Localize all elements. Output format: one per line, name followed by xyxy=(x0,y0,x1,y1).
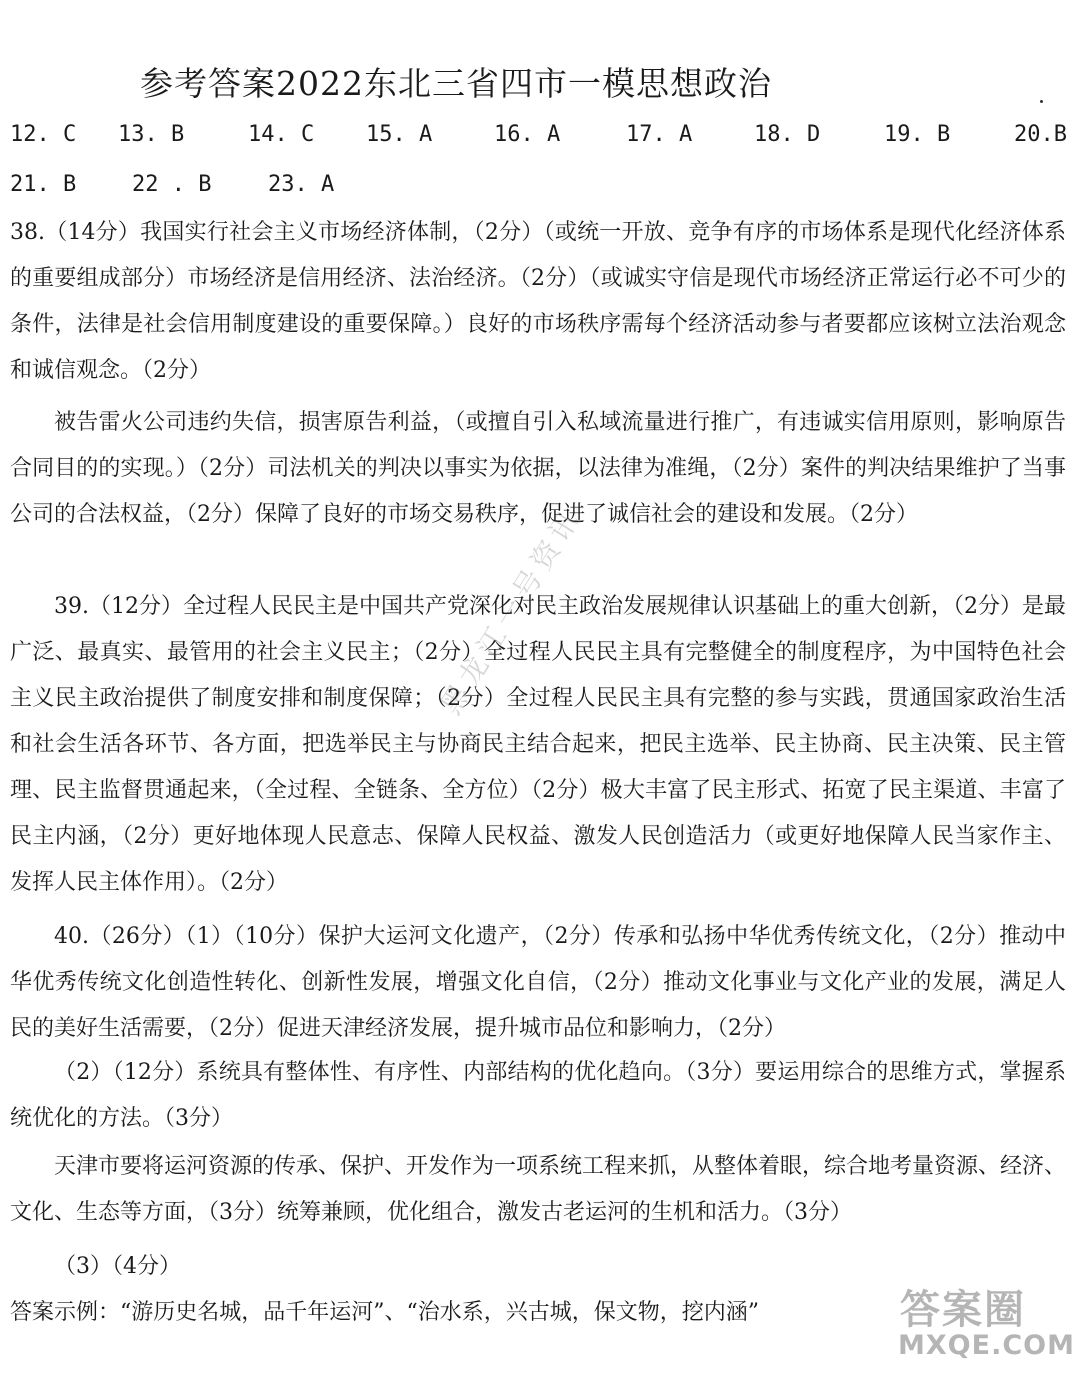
diagonal-watermark: 黑龙江一号资讯 xyxy=(434,500,589,721)
answer-item: 15. A xyxy=(366,122,433,147)
answer-40-example: 答案示例：“游历史名城，品千年运河”、“治水系，兴古城，保文物，挖内涵” xyxy=(10,1300,759,1325)
answer-item: 20.B xyxy=(1014,122,1067,147)
answer-item: 12. C xyxy=(10,122,77,147)
answer-item: 23. A xyxy=(268,172,335,197)
answer-item: 16. A xyxy=(494,122,561,147)
answer-40-part3: （3）（4分） xyxy=(54,1254,181,1279)
answer-40-part2-detail: 天津市要将运河资源的传承、保护、开发作为一项系统工程来抓，从整体着眼，综合地考量资源、经济、文化、生态等方面，（3分）统筹兼顾，优化组合，激发古老运河的生机和活力。（3分） xyxy=(10,1154,1067,1225)
answer-40-part2: （2）（12分）系统具有整体性、有序性、内部结构的优化趋向。（3分）要运用综合的思维方式，掌握系统优化的方法。（3分） xyxy=(10,1060,1066,1131)
answers-row-2 xyxy=(0,172,1080,208)
answer-item: 17. A xyxy=(626,122,693,147)
stray-dot xyxy=(1040,100,1043,103)
logo-url: MXQE.COM xyxy=(898,1330,1075,1361)
answer-40-part1: 40.（26分）（1）（10分）保护大运河文化遗产，（2分）传承和弘扬中华优秀传统文化，（2分）推动中华优秀传统文化创造性转化、创新性发展，增强文化自信，（2分）推动文化事业与文化产业的发展，满足人民的美好生活需要，（2分）促进天津经济发展，提升城市品位和影响力，（2分） xyxy=(10,924,1066,1041)
answer-38-part1: 38.（14分）我国实行社会主义市场经济体制，（2分）（或统一开放、竞争有序的市场体系是现代化经济体系的重要组成部分）市场经济是信用经济、法治经济。（2分）（或诚实守信是现代市场经济正常运行必不可少的条件，法律是社会信用制度建设的重要保障。）良好的市场秩序需每个经济活动参与者要都应该树立法治观念和诚信观念。（2分） xyxy=(10,220,1066,383)
answer-item: 18. D xyxy=(754,122,821,147)
answer-39: 39.（12分）全过程人民民主是中国共产党深化对民主政治发展规律认识基础上的重大创新，（2分）是最广泛、最真实、最管用的社会主义民主；（2分）全过程人民民主具有完整健全的制度程序，为中国特色社会主义民主政治提供了制度安排和制度保障；（2分）全过程人民民主具有完整的参与实践，贯通国家政治生活和社会生活各环节、各方面，把选举民主与协商民主结合起来，把民主选举、民主协商、民主决策、民主管理、民主监督贯通起来，（全过程、全链条、全方位）（2分）极大丰富了民主形式、拓宽了民主渠道、丰富了民主内涵，（2分）更好地体现人民意志、保障人民权益、激发人民创造活力（或更好地保障人民当家作主、发挥人民主体作用）。（2分） xyxy=(10,594,1066,895)
logo-title: 答案圈 xyxy=(900,1287,1026,1333)
site-logo xyxy=(896,1278,1076,1368)
answer-item: 14. C xyxy=(248,122,315,147)
answer-item: 22 . B xyxy=(132,172,212,197)
document-title: 参考答案2022东北三省四市一模思想政治 xyxy=(140,64,772,103)
answer-item: 21. B xyxy=(10,172,77,197)
answer-item: 13. B xyxy=(118,122,185,147)
answer-item: 19. B xyxy=(884,122,951,147)
answer-38-part2: 被告雷火公司违约失信，损害原告利益，（或擅自引入私域流量进行推广，有违诚实信用原则，影响原告合同目的的实现。）（2分）司法机关的判决以事实为依据，以法律为准绳，（2分）案件的判决结果维护了当事公司的合法权益，（2分）保障了良好的市场交易秩序，促进了诚信社会的建设和发展。（2分） xyxy=(10,410,1066,527)
answers-row-1 xyxy=(0,122,1080,158)
